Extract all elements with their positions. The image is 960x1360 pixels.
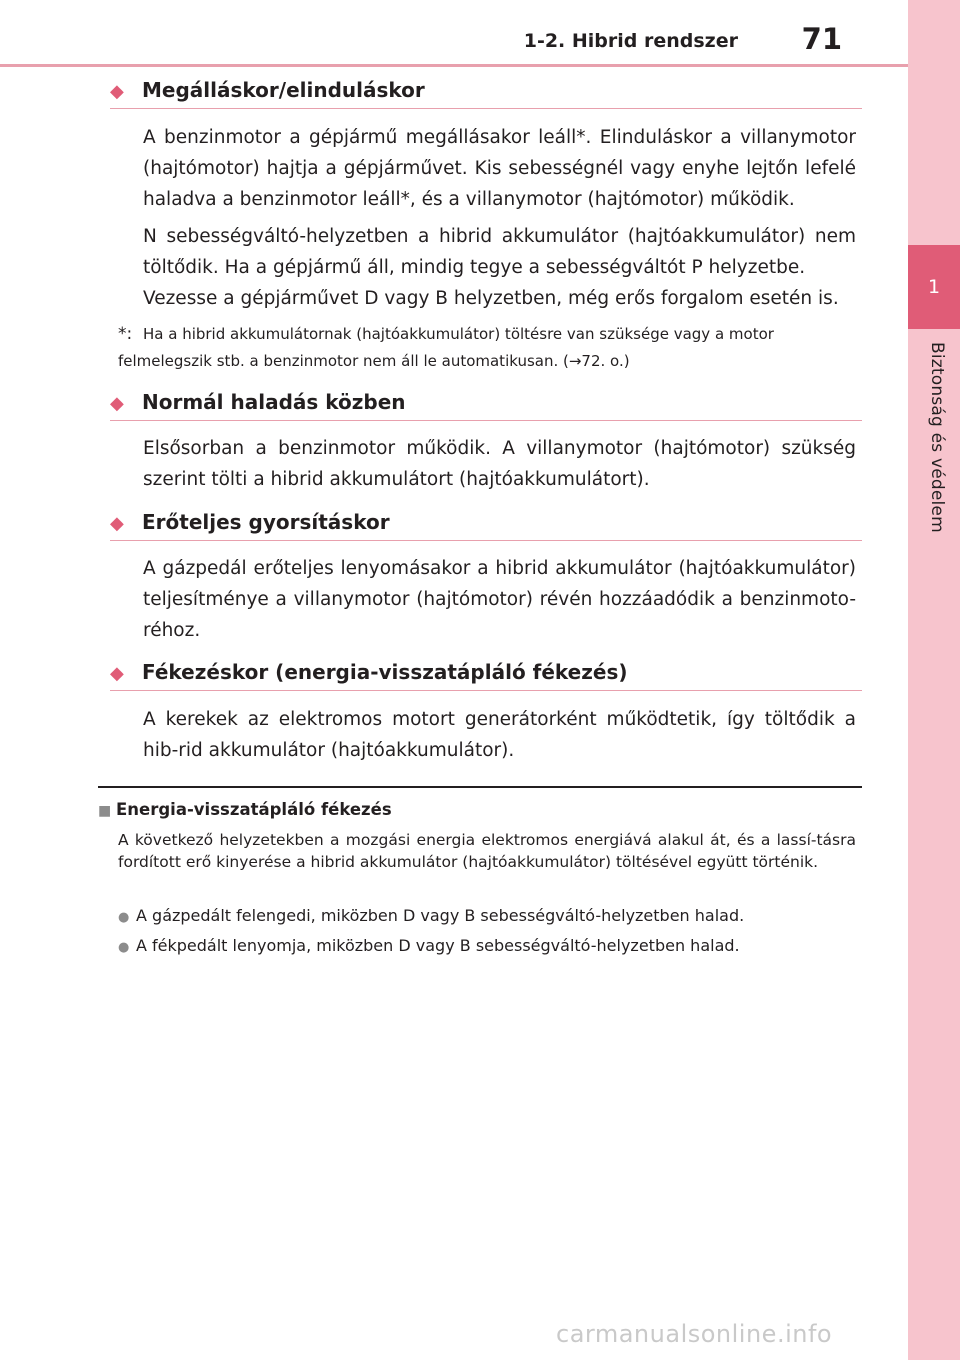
watermark: carmanualsonline.info <box>556 1320 833 1348</box>
square-icon: ■ <box>98 803 112 819</box>
diamond-icon: ◆ <box>110 393 124 414</box>
heading-braking <box>110 660 862 691</box>
heading-text: Normál haladás közben <box>142 390 406 414</box>
bullet-text: A gázpedált felengedi, miközben D vagy B sebességváltó-helyzetben halad. <box>136 906 745 925</box>
diamond-icon: ◆ <box>110 663 124 684</box>
diamond-icon: ◆ <box>110 81 124 102</box>
paragraph: A gázpedál erőteljes lenyomásakor a hibrid akkumulátor (hajtóakkumulátor) teljesítménye a villanymotor (hajtómotor) révén hozzáadódik a benzinmoto-réhoz. <box>143 558 856 641</box>
section-title: 1-2. Hibrid rendszer <box>523 30 738 52</box>
paragraph: A benzinmotor a gépjármű megállásakor leáll*. Elinduláskor a villanymotor (hajtómotor) hajtja a gépjárművet. Kis sebességnél vagy enyhe lejtőn lefelé haladva a benzinmotor leáll*, és a villanymotor (hajtómotor) működik. <box>143 127 856 210</box>
info-heading <box>98 800 392 819</box>
footnote-text: Ha a hibrid akkumulátornak (hajtóakkumulátor) töltésre van szüksége vagy a motor felmelegszik stb. a benzinmotor nem áll le automatikusan. (→72. o.) <box>118 325 774 370</box>
bullet-dot-icon: ● <box>118 910 130 925</box>
heading-hard-acceleration <box>110 510 862 541</box>
heading-text: Erőteljes gyorsításkor <box>142 510 390 534</box>
heading-normal-driving <box>110 390 862 421</box>
bullet-item <box>118 935 856 959</box>
info-text: A következő helyzetekben a mozgási energia elektromos energiává alakul át, és a lassí-tásra fordított erő kinyerése a hibrid akkumulátor (hajtóakkumulátor) töltésével együtt történik. <box>118 831 856 871</box>
info-divider <box>98 786 862 788</box>
chapter-label: Biztonság és védelem <box>927 342 947 533</box>
chapter-number-box <box>908 245 960 329</box>
header-divider <box>0 64 908 67</box>
bullet-text: A fékpedált lenyomja, miközben D vagy B sebességváltó-helyzetben halad. <box>136 936 740 955</box>
heading-text: Fékezéskor (energia-visszatápláló fékezés) <box>142 660 628 684</box>
paragraph: N sebességváltó-helyzetben a hibrid akkumulátor (hajtóakkumulátor) nem töltődik. Ha a gépjármű áll, mindig tegye a sebességváltót P helyzetbe. <box>143 226 856 278</box>
bullet-dot-icon: ● <box>118 940 130 955</box>
side-tab <box>908 0 960 1360</box>
chapter-number: 1 <box>927 276 941 298</box>
footnote <box>118 321 858 375</box>
info-heading-text: Energia-visszatápláló fékezés <box>116 800 392 819</box>
paragraph: A kerekek az elektromos motort generátorként működtetik, így töltődik a hib-rid akkumulátor (hajtóakkumulátor). <box>143 709 856 761</box>
diamond-icon: ◆ <box>110 513 124 534</box>
heading-stopping-starting <box>110 78 862 109</box>
paragraph: Elsősorban a benzinmotor működik. A villanymotor (hajtómotor) szükség szerint tölti a hibrid akkumulátort (hajtóakkumulátort). <box>143 438 856 490</box>
bullet-item <box>118 905 856 929</box>
footnote-marker: *: <box>118 324 133 344</box>
paragraph: Vezesse a gépjárművet D vagy B helyzetben, még erős forgalom esetén is. <box>143 288 839 309</box>
page-number: 71 <box>801 22 842 56</box>
heading-text: Megálláskor/elinduláskor <box>142 78 425 102</box>
